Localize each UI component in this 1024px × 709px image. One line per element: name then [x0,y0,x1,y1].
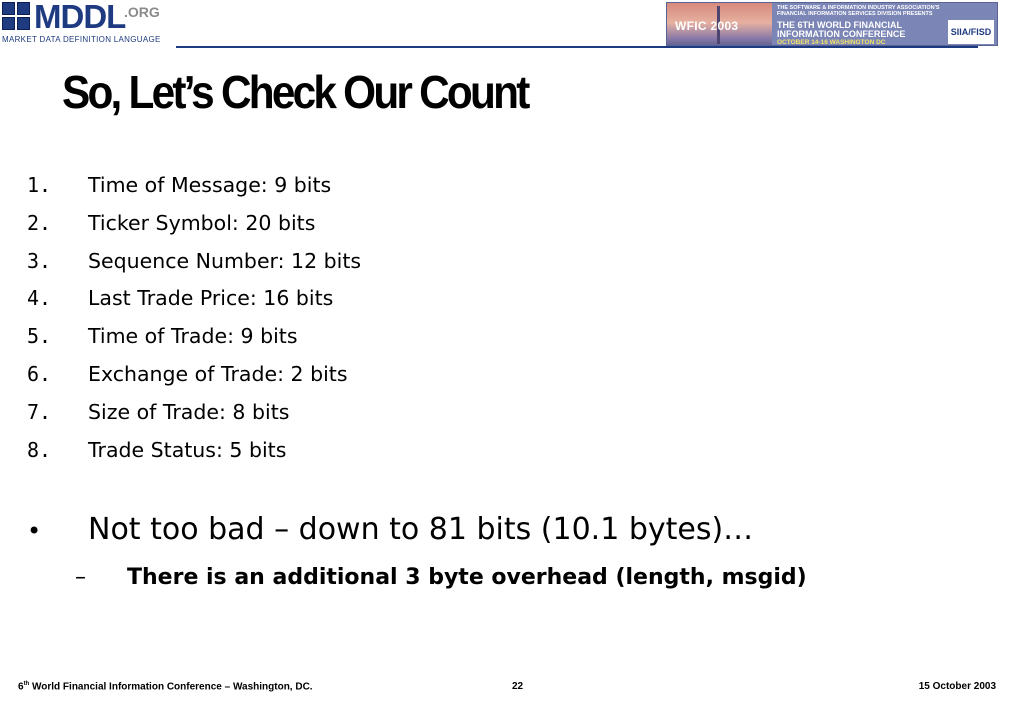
wfic-banner-label: WFIC 2003 [675,19,739,33]
main-bullet [27,512,753,547]
list-item [27,170,361,208]
list-item-text: Last Trade Price: 16 bits [88,286,334,311]
list-item-text: Ticker Symbol: 20 bits [88,210,316,235]
mddl-logo-org: .ORG [124,4,160,20]
footer-date: 15 October 2003 [918,681,996,692]
list-item-number: 5. [27,324,52,349]
sub-bullet-text: There is an additional 3 byte overhead (length, msgid) [127,565,807,590]
main-bullet-text: Not too bad – down to 81 bits (10.1 bytes)… [88,512,754,547]
mddl-logo [2,2,174,46]
bullet-icon: • [27,517,42,545]
wfic-banner-line2: FINANCIAL INFORMATION SERVICES DIVISION PRESENTS [777,11,933,17]
wfic-banner [666,2,998,46]
list-item [27,283,361,321]
slide-title: So, Let’s Check Our Count [62,66,528,118]
mddl-logo-word: MDDL [34,0,126,35]
footer-page-number: 22 [512,681,524,692]
list-item-number: 7. [27,399,52,424]
header-divider [176,46,978,48]
footer-ordinal: 6 [18,681,24,693]
sub-bullet [75,565,807,590]
footer-conference-text: World Financial Information Conference – Washington, DC. [29,681,313,693]
list-item [27,208,361,246]
list-item [27,359,361,397]
wfic-banner-line3: THE 6TH WORLD FINANCIAL [777,20,902,30]
list-item-text: Size of Trade: 8 bits [88,399,290,424]
list-item-text: Time of Trade: 9 bits [88,324,298,349]
dash-icon: – [75,565,86,590]
list-item-number: 8. [27,437,52,462]
list-item [27,435,361,473]
list-item-text: Sequence Number: 12 bits [88,248,362,273]
list-item [27,246,361,284]
list-item-number: 3. [27,248,52,273]
list-item-number: 6. [27,361,52,386]
mddl-grid-icon [2,2,32,32]
footer-conference [18,681,313,692]
list-item [27,397,361,435]
siia-fisd-logo: SIIA/FISD [948,20,994,44]
mddl-logo-tagline: MARKET DATA DEFINITION LANGUAGE [2,35,161,44]
wfic-banner-line1: THE SOFTWARE & INFORMATION INDUSTRY ASSOCIATION'S [777,5,940,11]
list-item-text: Trade Status: 5 bits [88,437,287,462]
footer-ordinal-suffix: th [23,681,30,687]
bit-count-list [27,170,361,472]
list-item-number: 2. [27,210,52,235]
list-item [27,321,361,359]
wfic-banner-line4: INFORMATION CONFERENCE [777,29,906,39]
list-item-text: Exchange of Trade: 2 bits [88,361,348,386]
list-item-number: 4. [27,286,52,311]
list-item-number: 1. [27,173,52,197]
list-item-text: Time of Message: 9 bits [88,173,332,197]
wfic-banner-line5: OCTOBER 14-16 WASHINGTON DC [777,39,886,46]
